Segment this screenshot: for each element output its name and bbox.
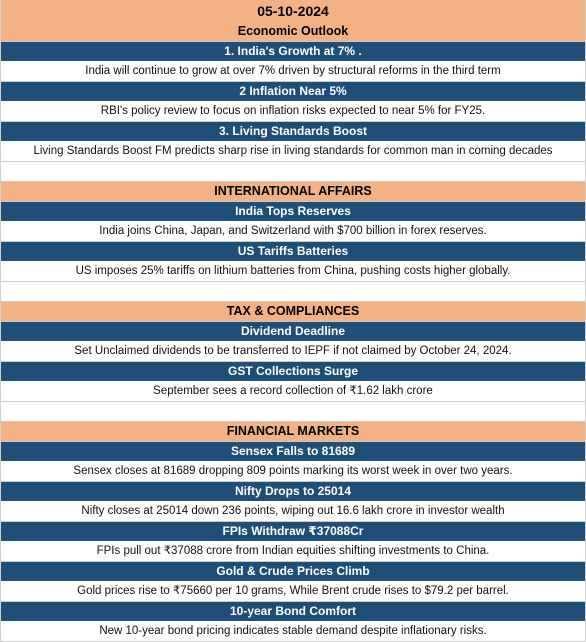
item-heading: Dividend Deadline — [1, 322, 585, 342]
item-text: Sensex closes at 81689 dropping 809 points marking its worst week in over two years. — [1, 462, 585, 482]
spacer-row — [1, 162, 585, 182]
item-heading: 3. Living Standards Boost — [1, 122, 585, 142]
item-text: RBI's policy review to focus on inflation risks expected to near 5% for FY25. — [1, 102, 585, 122]
item-heading: US Tariffs Batteries — [1, 242, 585, 262]
date-header: 05-10-2024 — [1, 0, 585, 22]
item-heading: 2 Inflation Near 5% — [1, 82, 585, 102]
item-text: FPIs pull out ₹37088 crore from Indian equities shifting investments to China. — [1, 542, 585, 562]
item-text: US imposes 25% tariffs on lithium batteries from China, pushing costs higher globally. — [1, 262, 585, 282]
item-text: Nifty closes at 25014 down 236 points, wiping out 16.6 lakh crore in investor wealth — [1, 502, 585, 522]
item-text: India will continue to grow at over 7% driven by structural reforms in the third term — [1, 62, 585, 82]
section-title-tax: TAX & COMPLIANCES — [1, 302, 585, 322]
section-title-international: INTERNATIONAL AFFAIRS — [1, 182, 585, 202]
item-text: New 10-year bond pricing indicates stable demand despite inflationary risks. — [1, 622, 585, 642]
section-title-economic: Economic Outlook — [1, 22, 585, 42]
section-title-markets: FINANCIAL MARKETS — [1, 422, 585, 442]
item-text: September sees a record collection of ₹1.62 lakh crore — [1, 382, 585, 402]
item-heading: GST Collections Surge — [1, 362, 585, 382]
item-heading: FPIs Withdraw ₹37088Cr — [1, 522, 585, 542]
item-text: Set Unclaimed dividends to be transferred to IEPF if not claimed by October 24, 2024. — [1, 342, 585, 362]
spacer-row — [1, 282, 585, 302]
item-heading: 1. India's Growth at 7% . — [1, 42, 585, 62]
item-heading: Nifty Drops to 25014 — [1, 482, 585, 502]
item-text: Gold prices rise to ₹75660 per 10 grams, While Brent crude rises to $79.2 per barrel. — [1, 582, 585, 602]
item-heading: Sensex Falls to 81689 — [1, 442, 585, 462]
item-heading: Gold & Crude Prices Climb — [1, 562, 585, 582]
item-heading: India Tops Reserves — [1, 202, 585, 222]
item-text: Living Standards Boost FM predicts sharp rise in living standards for common man in coming decades — [1, 142, 585, 162]
spacer-row — [1, 402, 585, 422]
item-heading: 10-year Bond Comfort — [1, 602, 585, 622]
item-text: India joins China, Japan, and Switzerland with $700 billion in forex reserves. — [1, 222, 585, 242]
